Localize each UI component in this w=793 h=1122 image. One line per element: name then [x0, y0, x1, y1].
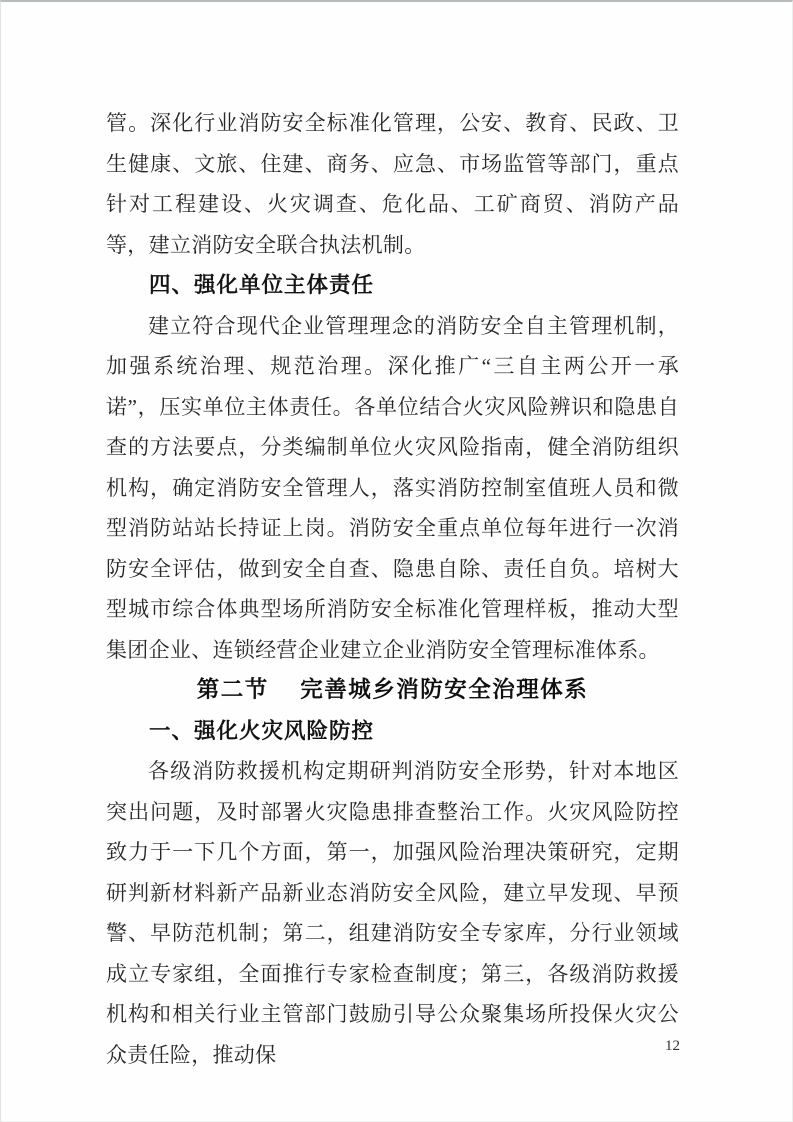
paragraph-fire-risk-control: 各级消防救援机构定期研判消防安全形势，针对本地区突出问题，及时部署火灾隐患排查整治工作。火灾风险防控致力于一下几个方面，第一，加强风险治理决策研究，定期研判新材料新产品新业态消防安全风险，建立早发现、早预警、早防范机制；第二，组建消防安全专家库，分行业领域成立专家组，全面推行专家检查制度；第三，各级消防救援机构和相关行业主管部门鼓励引导公众聚集场所投保火灾公众责任险，推动保 [106, 759, 679, 1067]
section-title: 完善城乡消防安全治理体系 [300, 677, 589, 702]
section-heading [106, 670, 679, 711]
document-body [106, 103, 679, 1075]
paragraph-industry-supervision-continuation: 管。深化行业消防安全标准化管理，公安、教育、民政、卫生健康、文旅、住建、商务、应急、市场监管等部门，重点针对工程建设、火灾调查、危化品、工矿商贸、消防产品等，建立消防安全联合执法机制。 [106, 111, 679, 257]
heading-one-fire-risk-control: 一、强化火灾风险防控 [149, 718, 375, 743]
paragraph-unit-responsibility: 建立符合现代企业管理理念的消防安全自主管理机制，加强系统治理、规范治理。深化推广“三自主两公开一承诺”，压实单位主体责任。各单位结合火灾风险辨识和隐患自查的方法要点，分类编制单位火灾风险指南，健全消防组织机构，确定消防安全管理人，落实消防控制室值班人员和微型消防站站长持证上岗。消防安全重点单位每年进行一次消防安全评估，做到安全自查、隐患自除、责任自负。培树大型城市综合体典型场所消防安全标准化管理样板，推动大型集团企业、连锁经营企业建立企业消防安全管理标准体系。 [106, 313, 679, 662]
page-number: 12 [665, 1038, 680, 1054]
heading-four-unit-responsibility: 四、强化单位主体责任 [149, 273, 375, 297]
section-number: 第二节 [196, 677, 269, 702]
